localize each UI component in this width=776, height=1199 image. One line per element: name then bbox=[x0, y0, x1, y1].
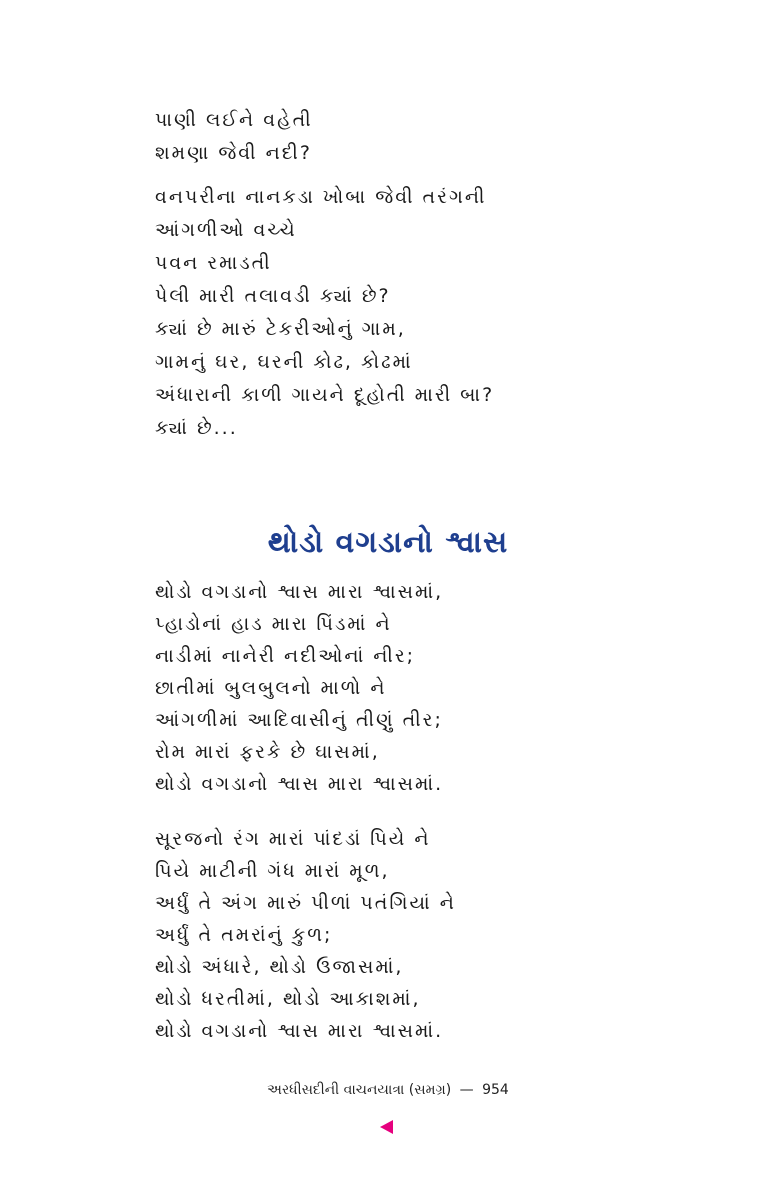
poem-line: આંગળીઓ વચ્ચે bbox=[155, 219, 297, 241]
poem-line: પિયે માટીની ગંધ મારાં મૂળ, bbox=[155, 860, 390, 882]
poem-line: ક્યાં છે... bbox=[155, 417, 238, 439]
triangle-left-icon[interactable] bbox=[380, 1120, 393, 1134]
poem-line: થોડો વગડાનો શ્વાસ મારા શ્વાસમાં. bbox=[155, 773, 444, 795]
poem-line: છાતીમાં બુલબુલનો માળો ને bbox=[155, 677, 387, 699]
poem-line: થોડો વગડાનો શ્વાસ મારા શ્વાસમાં, bbox=[155, 581, 444, 603]
stanza-3 bbox=[155, 576, 443, 800]
poem-line: ક્યાં છે મારું ટેકરીઓનું ગામ, bbox=[155, 318, 406, 340]
page-number: 954 bbox=[482, 1082, 509, 1098]
poem-line: થોડો અંધારે, થોડો ઉજાસમાં, bbox=[155, 956, 404, 978]
stanza-1 bbox=[155, 104, 313, 170]
poem-title: થોડો વગડાનો શ્વાસ bbox=[267, 525, 509, 561]
book-title: અરધીસદીની વાચનયાત્રા (સમગ્ર) bbox=[267, 1082, 452, 1098]
poem-line: સૂરજનો રંગ મારાં પાંદડાં પિયે ને bbox=[155, 828, 431, 850]
poem-line: રોમ મારાં ફરકે છે ઘાસમાં, bbox=[155, 741, 380, 763]
poem-line: આંગળીમાં આદિવાસીનું તીણું તીર; bbox=[155, 709, 443, 731]
poem-line: શમણા જેવી નદી? bbox=[155, 142, 312, 164]
poem-line: અર્ધું તે અંગ મારું પીળાં પતંગિયાં ને bbox=[155, 892, 456, 914]
poem-line: પાણી લઈને વહેતી bbox=[155, 109, 313, 131]
poem-line: ગામનું ઘર, ઘરની કોઢ, કોઢમાં bbox=[155, 351, 413, 373]
stanza-4 bbox=[155, 823, 456, 1047]
poem-line: નાડીમાં નાનેરી નદીઓનાં નીર; bbox=[155, 645, 416, 667]
poem-line: અંધારાની કાળી ગાયને દૂહોતી મારી બા? bbox=[155, 384, 495, 406]
poem-line: પવન રમાડતી bbox=[155, 252, 272, 274]
stanza-2 bbox=[155, 181, 494, 445]
poem-line: થોડો ધરતીમાં, થોડો આકાશમાં, bbox=[155, 988, 421, 1010]
poem-line: થોડો વગડાનો શ્વાસ મારા શ્વાસમાં. bbox=[155, 1020, 444, 1042]
poem-line: અર્ધું તે તમરાંનું કુળ; bbox=[155, 924, 333, 946]
poem-line: પેલી મારી તલાવડી ક્યાં છે? bbox=[155, 285, 391, 307]
poem-line: વનપરીના નાનકડા ખોબા જેવી તરંગની bbox=[155, 186, 487, 208]
poem-line: પ્હાડોનાં હાડ મારા પિંડમાં ને bbox=[155, 613, 392, 635]
footer-dash: — bbox=[459, 1082, 474, 1098]
page-footer bbox=[0, 1082, 776, 1098]
